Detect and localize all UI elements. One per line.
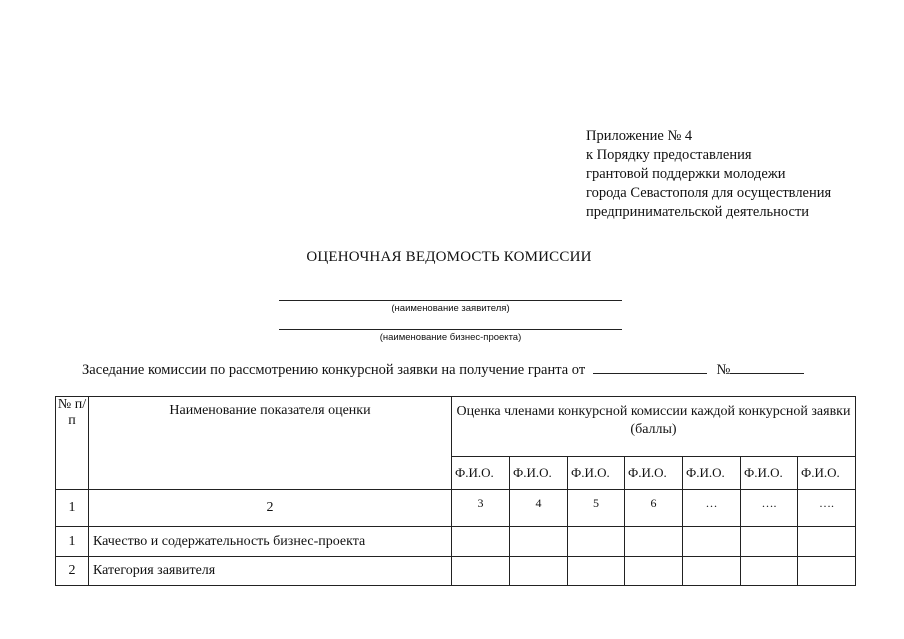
header-eval: Оценка членами конкурсной комиссии каждой конкурсной заявки (баллы) [456, 404, 851, 437]
header-num: № п/п [57, 397, 87, 428]
score-cell[interactable] [510, 527, 568, 557]
fio-cell: Ф.И.О. [798, 457, 856, 490]
table-row [56, 557, 856, 586]
score-cell[interactable] [683, 557, 741, 586]
fio-cell: Ф.И.О. [683, 457, 741, 490]
header-name: Наименование показателя оценки [169, 403, 371, 418]
project-fill-line [279, 329, 622, 330]
header-num-cell [56, 397, 89, 490]
score-cell[interactable] [741, 557, 798, 586]
table-row [56, 527, 856, 557]
index-cell: …. [798, 490, 856, 527]
index-cell: 5 [568, 490, 625, 527]
meeting-number-blank [730, 361, 804, 374]
index-row [56, 490, 856, 527]
document-title-wrap [0, 248, 904, 266]
meeting-date-blank [593, 361, 707, 374]
score-cell[interactable] [741, 527, 798, 557]
header-eval-cell [452, 397, 856, 457]
index-cell: 4 [510, 490, 568, 527]
score-cell[interactable] [568, 557, 625, 586]
appendix-line: города Севастополя для осуществления [586, 185, 832, 201]
header-row [56, 397, 856, 457]
index-cell: …. [741, 490, 798, 527]
appendix-line: грантовой поддержки молодежи [586, 166, 786, 182]
score-cell[interactable] [452, 527, 510, 557]
index-cell: 3 [452, 490, 510, 527]
meeting-number-sign: № [716, 362, 731, 378]
appendix-line: к Порядку предоставления [586, 147, 752, 163]
appendix-line: Приложение № 4 [586, 128, 693, 144]
project-caption: (наименование бизнес-проекта) [379, 332, 522, 343]
index-cell: 6 [625, 490, 683, 527]
fio-cell: Ф.И.О. [510, 457, 568, 490]
meeting-text: Заседание комиссии по рассмотрению конкурсной заявки на получение гранта от [82, 362, 586, 378]
fio-cell: Ф.И.О. [568, 457, 625, 490]
row-indicator-name: Категория заявителя [89, 557, 452, 586]
score-cell[interactable] [452, 557, 510, 586]
applicant-caption: (наименование заявителя) [391, 303, 510, 314]
header-name-cell [89, 397, 452, 490]
row-indicator-name: Качество и содержательность бизнес-проекта [89, 527, 452, 557]
applicant-fill-line [279, 300, 622, 301]
appendix-line: предпринимательской деятельности [586, 204, 810, 220]
meeting-line [82, 361, 804, 379]
row-number: 1 [56, 527, 89, 557]
fio-cell: Ф.И.О. [625, 457, 683, 490]
index-cell: … [683, 490, 741, 527]
evaluation-table [55, 396, 856, 586]
score-cell[interactable] [798, 557, 856, 586]
score-cell[interactable] [625, 527, 683, 557]
document-title: ОЦЕНОЧНАЯ ВЕДОМОСТЬ КОМИССИИ [306, 249, 592, 265]
score-cell[interactable] [510, 557, 568, 586]
score-cell[interactable] [683, 527, 741, 557]
fio-cell: Ф.И.О. [741, 457, 798, 490]
index-cell: 2 [89, 490, 452, 527]
score-cell[interactable] [625, 557, 683, 586]
index-cell: 1 [56, 490, 89, 527]
row-number: 2 [56, 557, 89, 586]
score-cell[interactable] [568, 527, 625, 557]
score-cell[interactable] [798, 527, 856, 557]
fio-cell: Ф.И.О. [452, 457, 510, 490]
appendix-block [586, 127, 831, 222]
